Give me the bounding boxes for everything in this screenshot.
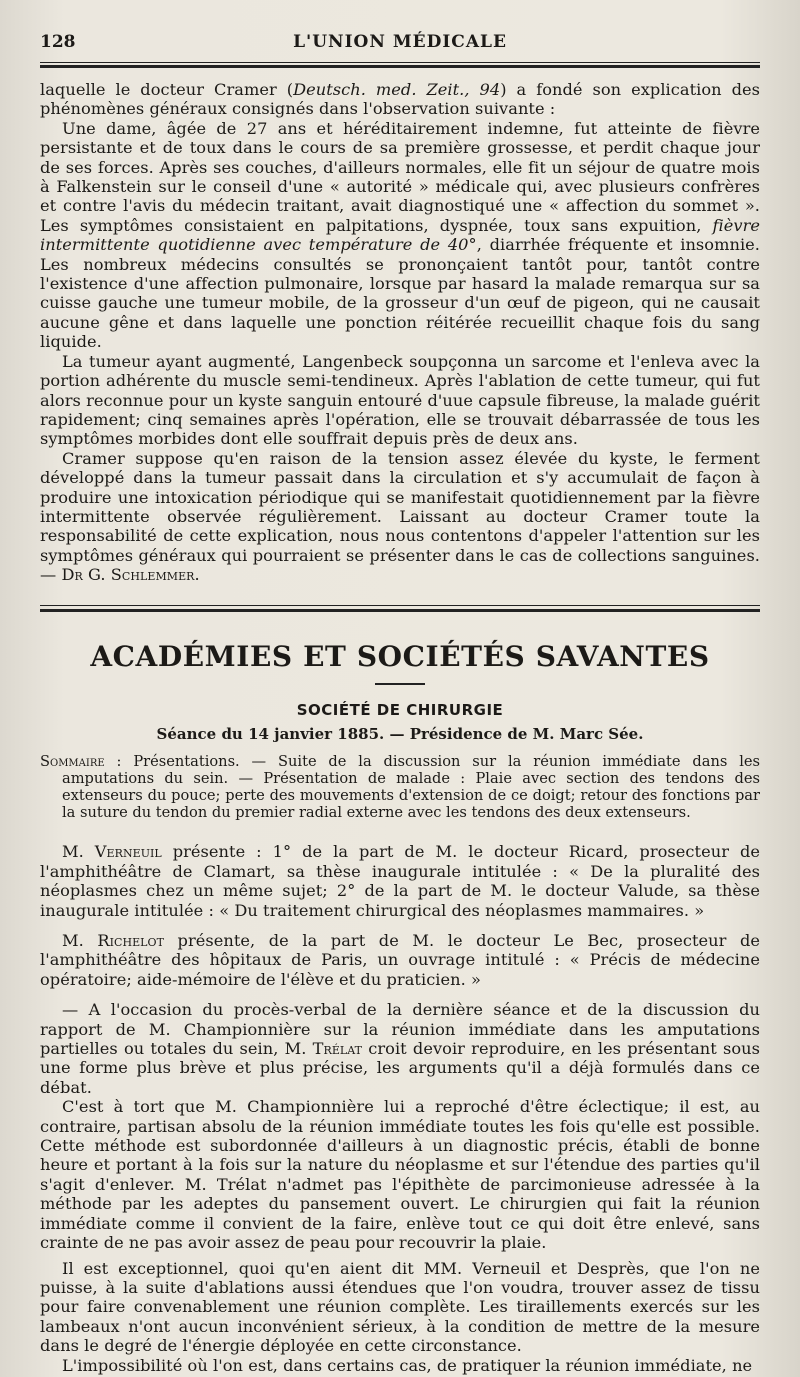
- speaker-richelot: M. Richelot: [62, 931, 164, 950]
- sommaire-label: Sommaire: [40, 752, 105, 770]
- section-divider: [40, 605, 760, 612]
- trelat-paragraph-4: L'impossibilité où l'on est, dans certains cas, de pratiquer la réunion immédiate, ne: [62, 1355, 753, 1375]
- richelot-paragraph: M. Richelot présente, de la part de M. le docteur Le Bec, prosecteur de l'amphithéâtre des hôpitaux de Paris, un ouvrage intitulé : « Précis de médecine opératoire; aide-mémoire de l'élève et du praticien. »: [40, 931, 760, 989]
- speaker-trelat: Trélat: [312, 1039, 363, 1059]
- article-paragraph-1: laquelle le docteur Cramer (Deutsch. med. Zeit., 94) a fondé son explication des phénomènes généraux consignés dans l'observation suivante :: [40, 80, 760, 119]
- sommaire: Sommaire : Présentations. — Suite de la discussion sur la réunion immédiate dans les amputations du sein. — Présentation de malade : Plaie avec section des tendons des extenseurs du pouce; perte des mouvements d'extension de ce doigt; retour des fonctions par la suture du tendon du premier radial externe avec les tendons des deux extenseurs.: [40, 752, 760, 822]
- journal-title: L'UNION MÉDICALE: [293, 32, 507, 52]
- citation: Deutsch. med. Zeit., 94: [293, 80, 501, 99]
- emphasis-fever: fièvre intermittente quotidienne avec température de 40°: [40, 215, 760, 255]
- page-number: 128: [40, 32, 76, 52]
- title-underline: [375, 683, 425, 685]
- header-rule-thin: [40, 62, 760, 63]
- running-header: [40, 30, 760, 60]
- article-paragraph-3: La tumeur ayant augmenté, Langenbeck soupçonna un sarcome et l'enleva avec la portion adhérente du muscle semi-tendineux. Après l'ablation de cette tumeur, qui fut alors reconnue pour un kyste sanguin entouré d'uue capsule fibreuse, la malade guérit rapidement; cinq semaines après l'opération, elle se trouvait débarrassée de tous les symptômes morbides dont elle souffrait depuis près de deux ans.: [40, 351, 760, 449]
- article-paragraph-2: Une dame, âgée de 27 ans et héréditairement indemne, fut atteinte de fièvre persistante et de toux dans le cours de sa première grossesse, et perdit chaque jour de ses forces. Après ses couches, d'ailleurs normales, elle fit un séjour de quatre mois à Falkenstein sur le conseil d'une « autorité » médicale qui, avec plusieurs confrères et contre l'avis du médecin traitant, avait diagnostiqué une « affection du sommet ». Les symptômes consistaient en palpitations, dyspnée, toux sans expuition, fièvre intermittente quotidienne avec température de 40°, diarrhée fréquente et insomnie. Les nombreux médecins consultés se prononçaient tantôt pour, tantôt contre l'existence d'une affection pulmonaire, lorsque par hasard la malade remarqua sur sa cuisse gauche une tumeur mobile, de la grosseur d'un œuf de pigeon, qui ne causait aucune gêne et dans laquelle une ponction réitérée recueillit chaque fois du sang liquide.: [40, 118, 760, 352]
- trelat-paragraph-2: C'est à tort que M. Championnière lui a reproché d'être éclectique; il est, au contraire, partisan absolu de la réunion immédiate toutes les fois qu'elle est possible. Cette méthode est subordonnée d'ailleurs à un diagnostic précis, établi de bonne heure et portant à la fois sur la nature du néoplasme et sur l'étendue des parties qu'il s'agit d'enlever. M. Trélat n'admet pas l'épithète de parcimonieuse adressée à la méthode par les adeptes du pansement ouvert. Le chirurgien qui fait la réunion immédiate comme il convient de la faire, enlève tout ce qui doit être enlevé, sans crainte de ne pas avoir assez de peau pour recouvrir la plaie.: [40, 1097, 760, 1253]
- verneuil-paragraph: M. Verneuil présente : 1° de la part de M. le docteur Ricard, prosecteur de l'amphithéâtre de Clamart, sa thèse inaugurale intitulée : « De la pluralité des néoplasmes chez un même sujet; 2° de la part de M. le docteur Valude, sa thèse inaugurale intitulée : « Du traitement chirurgical des néoplasmes mammaires. »: [40, 842, 760, 920]
- trelat-paragraph-3: Il est exceptionnel, quoi qu'en aient dit MM. Verneuil et Desprès, que l'on ne puisse, à la suite d'ablations aussi étendues que l'on voudra, trouver assez de tissu pour faire convenablement une réunion complète. Les tiraillements exercés sur les lambeaux n'ont aucun inconvénient sérieux, à la condition de mettre de la mesure dans le degré de l'énergie déployée en cette circonstance.: [40, 1258, 760, 1356]
- trelat-paragraph-1: — A l'occasion du procès-verbal de la dernière séance et de la discussion du rapport de M. Championnière sur la réunion immédiate dans les amputations partielles ou totales du sein, M. Trélat croit devoir reproduire, en les présentant sous une forme plus brève et plus précise, les arguments qu'il a déjà formulés dans ce débat.: [40, 1000, 760, 1097]
- header-rule-thick: [40, 65, 760, 68]
- society-heading: SOCIÉTÉ DE CHIRURGIE: [296, 700, 504, 719]
- seance-line: Séance du 14 janvier 1885. — Présidence de M. Marc Sée.: [156, 724, 644, 743]
- article-paragraph-4: Cramer suppose qu'en raison de la tension assez élevée du kyste, le ferment développé dans la tumeur passait dans la circulation et s'y accumulait de façon à produire une intoxication périodique qui se manifestait quotidiennement par la fièvre intermittente observée régulièrement. Laissant au docteur Cramer toute la responsabilité de cette explication, nous nous contentons d'appeler l'attention sur les symptômes généraux qui pourraient se présenter dans le cas de collections sanguines. — Dr G. Schlemmer.: [40, 448, 760, 585]
- author-signature: Dr G. Schlemmer.: [61, 565, 200, 585]
- speaker-verneuil: M. Verneuil: [62, 842, 162, 862]
- section-title: ACADÉMIES ET SOCIÉTÉS SAVANTES: [90, 639, 710, 673]
